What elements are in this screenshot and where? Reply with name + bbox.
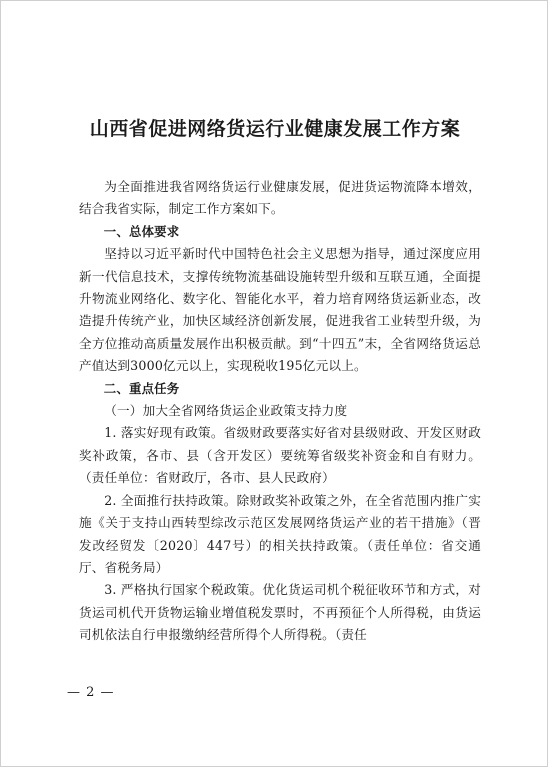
document-body — [79, 176, 481, 647]
section-heading-key-tasks: 二、重点任务 — [103, 380, 180, 396]
task-item-3: 3. 严格执行国家个税政策。优化货运司机个税征收环节和方式，对货运司机代开货物运输业增值税发票时，不再预征个人所得税，由货运司机依法自行申报缴纳经营所得个人所得税。（责任 — [79, 582, 481, 643]
task-item-1: 1. 落实好现有政策。省级财政要落实好省对县级财政、开发区财政奖补政策，各市、县（含开发区）要统筹省级奖补资金和自有财力。（责任单位：省财政厅，各市、县人民政府） — [79, 425, 481, 486]
task-item-2: 2. 全面推行扶持政策。除财政奖补政策之外，在全省范围内推广实施《关于支持山西转型综改示范区发展网络货运产业的若干措施》（晋发改经贸发〔2020〕447号）的相关扶持政策。（责任单位：省交通厅、省税务局） — [79, 492, 481, 575]
document-title: 山西省促进网络货运行业健康发展工作方案 — [89, 118, 461, 140]
subsection-heading-policy-support: （一）加大全省网络货运企业政策支持力度 — [104, 403, 348, 419]
intro-paragraph: 为全面推进我省网络货运行业健康发展，促进货运物流降本增效，结合我省实际，制定工作方案如下。 — [79, 179, 481, 217]
section-heading-general-requirements: 一、总体要求 — [103, 223, 180, 239]
page-number: — 2 — — [67, 685, 115, 700]
general-requirements-paragraph: 坚持以习近平新时代中国特色社会主义思想为指导，通过深度应用新一代信息技术，支撑传统物流基础设施转型升级和互联互通，全面提升物流业网络化、数字化、智能化水平，着力培育网络货运新业态，改造提升传统产业，加快区域经济创新发展，促进我省工业转型升级，为全方位推动高质量发展作出积极贡献。到“十四五”末，全省网络货运总产值达到3000亿元以上，实现税收195亿元以上。 — [79, 246, 481, 374]
